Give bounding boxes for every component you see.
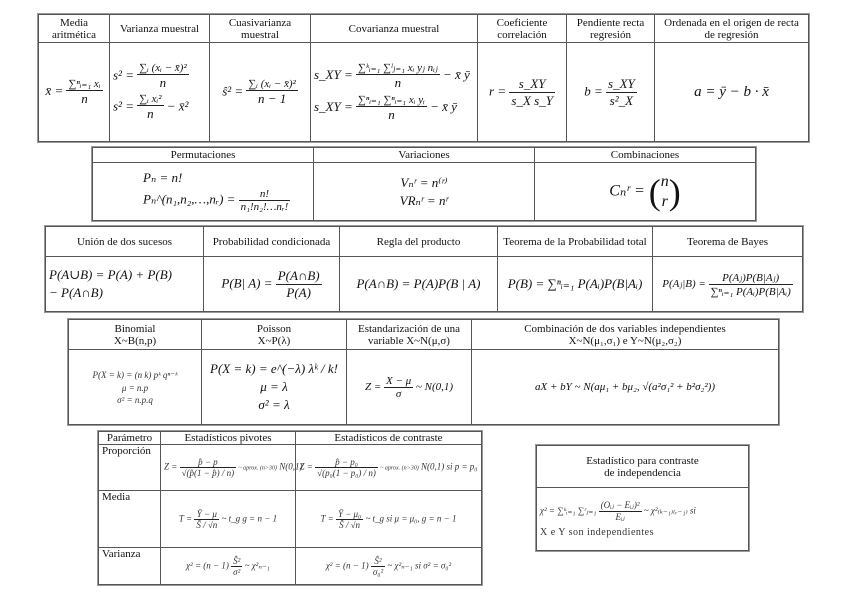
formula-varianza: s² = $\frac{\text{∑ᵢ (xᵢ − x̄)²}}{n}$ s² = $\frac{\text{∑ᵢ xᵢ²}}{n}$ − x̄²: [110, 43, 210, 142]
formula-pivote-proporcion: Z = $\frac{p̂ - p}{√(p̂(1 - p̂) / n)}$ ~ aprox. (n>30) N(0,1): [161, 445, 296, 491]
header-varianza: Varianza muestral: [110, 15, 210, 43]
header-binomial: Binomial X~B(n,p): [69, 320, 202, 350]
header-combinaciones: Combinaciones: [535, 148, 756, 163]
header-pivotes: Estadísticos pivotes: [161, 432, 296, 445]
formula-poisson: P(X = k) = e^(−λ) λᵏ / k! μ = λ σ² = λ: [202, 350, 347, 425]
header-cuasivarianza: Cuasivarianza muestral: [210, 15, 311, 43]
probability-table: [45, 226, 803, 312]
header-permutaciones: Permutaciones: [93, 148, 314, 163]
formula-contraste-varianza: χ² = (n − 1) $\frac{\text{Ŝ²}}{\text{σ₀²}}$ ~ χ²ₙ₋₁ si σ² = σ₀²: [296, 548, 482, 585]
formula-correlacion: r = $\frac{s\_XY}{\text{s\_X s\_Y}}$: [478, 43, 567, 142]
param-label: Proporción: [99, 445, 161, 491]
distributions-table: [68, 319, 779, 425]
row-media: [99, 491, 482, 548]
header-producto: Regla del producto: [340, 227, 498, 257]
header-correlacion: Coeficiente correlación: [478, 15, 567, 43]
formula-contraste-media: T = $\frac{\text{Ȳ − μ₀}}{Ŝ / √n}$ ~ t_g si μ = μ₀, g = n − 1: [296, 491, 482, 548]
param-label: Varianza: [99, 548, 161, 585]
header-row: [39, 15, 809, 43]
formula-row: [46, 257, 803, 312]
formula-producto: P(A∩B) = P(A)P(B | A): [340, 257, 498, 312]
header-estandarizacion: Estandarización de una variable X~N(μ,σ): [347, 320, 472, 350]
header-pendiente: Pendiente recta regresión: [567, 15, 655, 43]
formula-total: P(B) = ∑ⁿᵢ₌₁ P(Aᵢ)P(B|Aᵢ): [498, 257, 653, 312]
formula-pivote-varianza: χ² = (n − 1) $\frac{\text{Ŝ²}}{\text{σ²}}$ ~ χ²ₙ₋₁: [161, 548, 296, 585]
formula-row: [93, 163, 756, 221]
formula-pivote-media: T = $\frac{Ȳ - \mu}{Ŝ / √n}$ ~ t_g g = n − 1: [161, 491, 296, 548]
header-union: Unión de dos sucesos: [46, 227, 204, 257]
formula-media: x̄ = $\frac{\text{∑ⁿᵢ₌₁ xᵢ}}{n}$: [39, 43, 110, 142]
row-varianza: [99, 548, 482, 585]
header-variaciones: Variaciones: [314, 148, 535, 163]
formula-variaciones: Vₙʳ = n⁽ʳ⁾ VRₙʳ = nʳ: [314, 163, 535, 221]
formula-independencia: χ² = ∑ᵏᵢ₌₁ ∑ʳⱼ₌₁ $\frac{\text{(Oᵢⱼ − Eᵢⱼ)²}}{\text{Eᵢⱼ}}$ ~ χ²₍ₖ₋₁₎₍ᵣ₋₁₎ si X e Y son independientes: [537, 488, 749, 551]
formula-estandarizacion: Z = $\frac{X - \mu}{\sigma}$ ~ N(0,1): [347, 350, 472, 425]
formula-contraste-proporcion: Z = $\frac{\text{p̂ − p₀}}{\text{√(p₀(1 − p₀) / n)}}$ ~ aprox. (n>30) N(0,1) si p = p₀: [296, 445, 482, 491]
header-row: [99, 432, 482, 445]
formula-pendiente: b = $\frac{s\_XY}{\text{s²\_X}}$: [567, 43, 655, 142]
independence-note: X e Y son independientes: [540, 527, 655, 538]
formula-covarianza: s_XY = $\frac{\text{∑ᵏᵢ₌₁ ∑ˡⱼ₌₁ xᵢ yⱼ nᵢⱼ}}{n}$ − x̄ ȳ s_XY = $\frac{\text{∑ⁿᵢ₌₁ ∑ⁿᵢ₌₁ xᵢ yᵢ}}{n}$ − x̄ ȳ: [311, 43, 478, 142]
header-row: [46, 227, 803, 257]
header-independencia: Estadístico para contraste de independencia: [537, 446, 749, 488]
formula-union: P(A∪B) = P(A) + P(B) − P(A∩B): [46, 257, 204, 312]
formula-condicionada: P(B| A) = $\frac{P(A\cap B)}{P(A)}$: [204, 257, 340, 312]
header-bayes: Teorema de Bayes: [653, 227, 803, 257]
header-row: [93, 148, 756, 163]
formula-bayes: P(Aⱼ|B) = $\frac{\text{P(Aⱼ)P(B|Aⱼ)}}{\text{∑ⁿᵢ₌₁ P(Aᵢ)P(B|Aᵢ)}}$: [653, 257, 803, 312]
header-combinacion: Combinación de dos variables independientes X~N(μ₁,σ₁) e Y~N(μ₂,σ₂): [472, 320, 779, 350]
formula-cuasivarianza: ŝ² = $\frac{\text{∑ᵢ (xᵢ − x̄)²}}{n - 1}$: [210, 43, 311, 142]
formula-row: [69, 350, 779, 425]
formula-permutaciones: Pₙ = n! Pₙ^(n₁,n₂,…,nᵣ) = $\frac{n!}{\text{n₁!n₂!…nᵣ!}}$: [93, 163, 314, 221]
combinatorics-table: [92, 147, 756, 221]
header-row: [69, 320, 779, 350]
param-label: Media: [99, 491, 161, 548]
descriptive-statistics-table: [38, 14, 809, 142]
header-row: [537, 446, 749, 488]
header-total: Teorema de la Probabilidad total: [498, 227, 653, 257]
row-proporcion: [99, 445, 482, 491]
formula-binomial: P(X = k) = (n k) pᵏ qⁿ⁻ᵏ μ = n.p σ² = n.p.q: [69, 350, 202, 425]
header-contraste: Estadísticos de contraste: [296, 432, 482, 445]
header-parametro: Parámetro: [99, 432, 161, 445]
formula-row: [39, 43, 809, 142]
formula-combinaciones: Cₙʳ = ( n r ): [535, 163, 756, 221]
inference-table: [98, 431, 482, 585]
independence-table: [536, 445, 749, 551]
formula-ordenada: a = ȳ − b · x̄: [655, 43, 809, 142]
formula-combinacion: aX + bY ~ N(aμ₁ + bμ₂, √(a²σ₁² + b²σ₂²)): [472, 350, 779, 425]
formula-row: [537, 488, 749, 551]
header-media: Media aritmética: [39, 15, 110, 43]
header-covarianza: Covarianza muestral: [311, 15, 478, 43]
header-poisson: Poisson X~P(λ): [202, 320, 347, 350]
header-ordenada: Ordenada en el origen de recta de regresión: [655, 15, 809, 43]
header-condicionada: Probabilidad condicionada: [204, 227, 340, 257]
